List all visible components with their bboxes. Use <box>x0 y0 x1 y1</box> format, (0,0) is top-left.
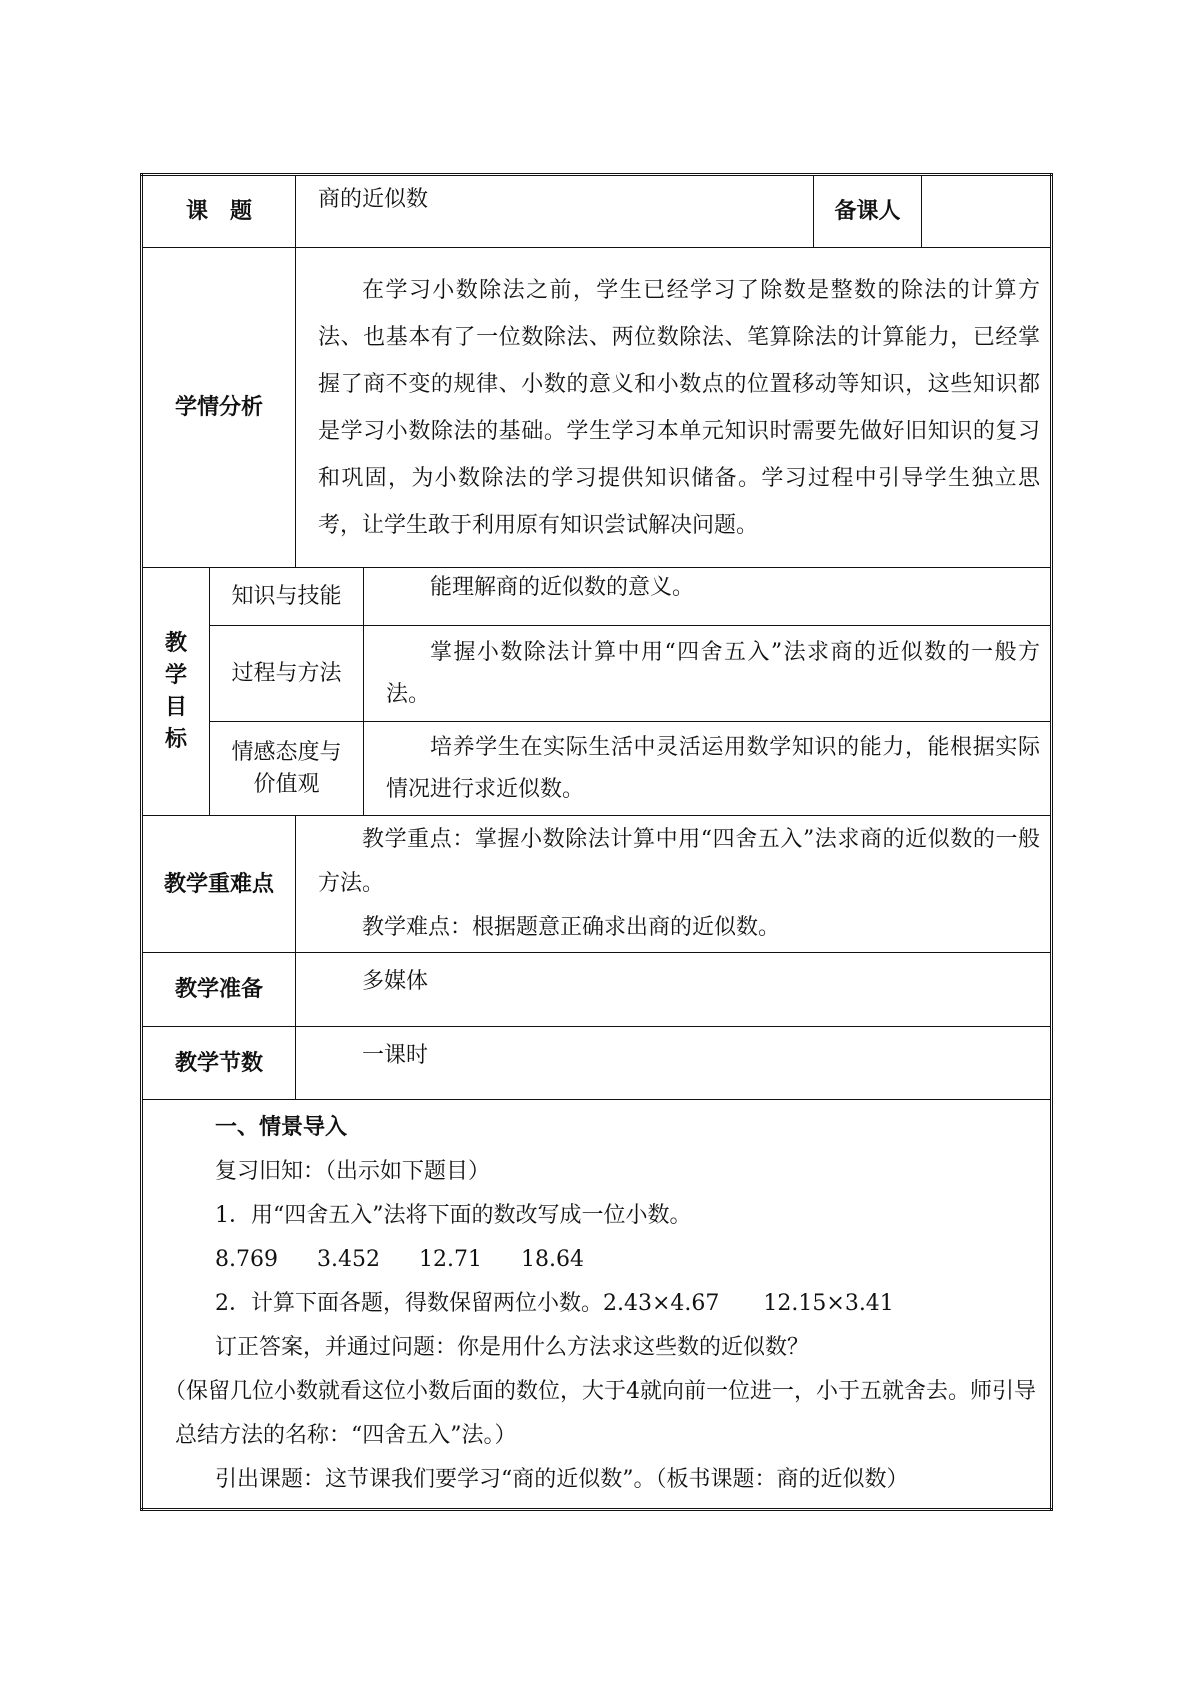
goal-knowledge-label: 知识与技能 <box>210 568 364 626</box>
focus-text: 教学重点：掌握小数除法计算中用“四舍五入”法求商的近似数的一般方法。 <box>318 827 1041 896</box>
process-cell <box>142 1100 1052 1510</box>
lesson-plan-sheet <box>140 173 1050 1511</box>
keypoints-row <box>142 816 1052 953</box>
goal-process-text: 掌握小数除法计算中用“四舍五入”法求商的近似数的一般方法。 <box>364 626 1052 722</box>
method-note: （保留几位小数就看这位小数后面的数位，大于4就向前一位进一，小于五就舍去。师引导总结方法的名称：“四舍五入”法。） <box>164 1379 1036 1448</box>
periods-row <box>142 1027 1052 1100</box>
process-heading: 一、情景导入 <box>215 1115 348 1140</box>
periods-value: 一课时 <box>296 1027 1052 1100</box>
periods-label: 教学节数 <box>142 1027 296 1100</box>
goal-emotion-label <box>210 722 364 816</box>
goal-process-label: 过程与方法 <box>210 626 364 722</box>
preparer-value <box>922 175 1052 248</box>
preparation-label: 教学准备 <box>142 953 296 1027</box>
goals-label-char: 教 <box>164 630 187 656</box>
intro-text: 引出课题：这节课我们要学习“商的近似数”。（板书课题：商的近似数） <box>215 1467 909 1492</box>
goal-emotion-text: 培养学生在实际生活中灵活运用数学知识的能力，能根据实际情况进行求近似数。 <box>364 722 1052 816</box>
keypoints-label: 教学重难点 <box>142 816 296 953</box>
lesson-plan-table <box>140 173 1053 1511</box>
analysis-label: 学情分析 <box>142 248 296 568</box>
process-row <box>142 1100 1052 1510</box>
goals-label-char: 标 <box>164 726 187 752</box>
analysis-text: 在学习小数除法之前，学生已经学习了除数是整数的除法的计算方法、也基本有了一位数除法、两位数除法、笔算除法的计算能力，已经掌握了商不变的规律、小数的意义和小数点的位置移动等知识，这些知识都是学习小数除法的基础。学生学习本单元知识时需要先做好旧知识的复习和巩固，为小数除法的学习提供知识储备。学习过程中引导学生独立思考，让学生敢于利用原有知识尝试解决问题。 <box>296 248 1052 568</box>
goals-label-char: 学 <box>164 662 187 688</box>
difficulty-text: 教学难点：根据题意正确求出商的近似数。 <box>362 915 781 940</box>
correction-text: 订正答案，并通过问题：你是用什么方法求这些数的近似数？ <box>215 1335 810 1360</box>
topic-value: 商的近似数 <box>296 175 814 248</box>
preparation-value: 多媒体 <box>296 953 1052 1027</box>
number-item: 18.64 <box>520 1247 584 1272</box>
number-item: 3.452 <box>316 1247 380 1272</box>
goal-emotion-label-line: 价值观 <box>253 771 320 797</box>
goal-row-knowledge <box>142 568 1052 626</box>
goals-label <box>142 568 210 816</box>
keypoints-cell <box>296 816 1052 953</box>
number-item: 12.71 <box>418 1247 482 1272</box>
review-text: 复习旧知：（出示如下题目） <box>215 1159 491 1184</box>
number-list <box>215 1238 1038 1282</box>
preparation-row <box>142 953 1052 1027</box>
question-1: 1．用“四舍五入”法将下面的数改写成一位小数。 <box>215 1203 692 1228</box>
analysis-row <box>142 248 1052 568</box>
preparer-label: 备课人 <box>814 175 922 248</box>
goals-label-char: 目 <box>164 694 187 720</box>
goal-row-process <box>142 626 1052 722</box>
goal-knowledge-text: 能理解商的近似数的意义。 <box>364 568 1052 626</box>
topic-row <box>142 175 1052 248</box>
number-item: 8.769 <box>215 1247 278 1272</box>
goal-row-emotion <box>142 722 1052 816</box>
topic-label: 课 题 <box>142 175 296 248</box>
question-2: 2．计算下面各题，得数保留两位小数。2.43×4.67 12.15×3.41 <box>215 1291 894 1316</box>
goal-emotion-label-line: 情感态度与 <box>231 739 342 765</box>
